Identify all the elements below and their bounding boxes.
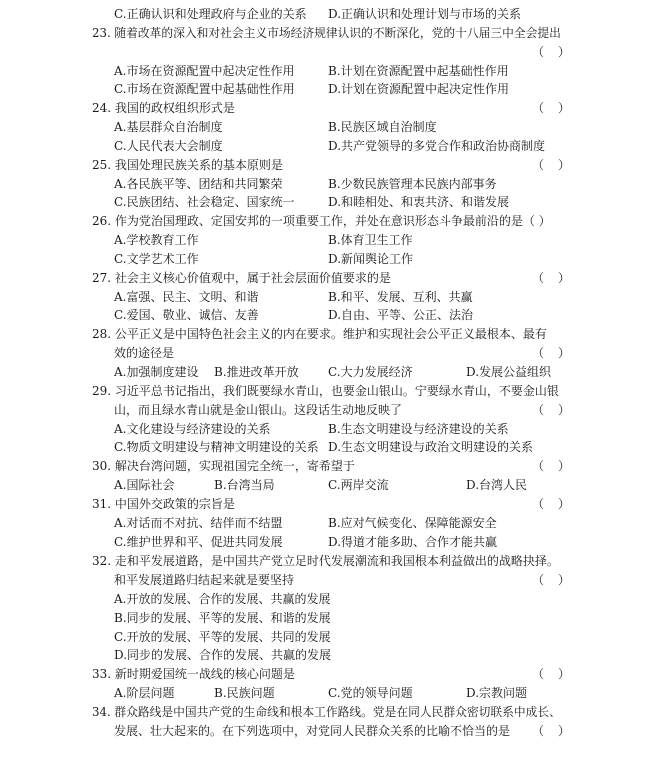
answer-paren-31 xyxy=(532,495,572,514)
question-25: 25. 我国处理民族关系的基本原则是 xyxy=(92,158,283,172)
q33-option-b: B.民族问题 xyxy=(214,686,275,700)
question-33: 33. 新时期爱国统一战线的核心问题是 xyxy=(92,667,295,681)
q27-option-d: D.自由、平等、公正、法治 xyxy=(328,308,474,322)
question-27: 27. 社会主义核心价值观中，属于社会层面价值要求的是 xyxy=(92,271,391,285)
q28-option-b: B.推进改革开放 xyxy=(214,365,299,379)
paren-close: ） xyxy=(558,346,571,360)
q32-option-d: D.同步的发展、合作的发展、共赢的发展 xyxy=(114,648,332,662)
paren-close: ） xyxy=(558,403,571,417)
question-32-continued: 和平发展道路归结起来就是要坚持 xyxy=(114,573,295,587)
paren-open: （ xyxy=(532,45,545,59)
question-30: 30. 解决台湾问题，实现祖国完全统一，寄希望于 xyxy=(92,459,355,473)
q30-option-a: A.国际社会 xyxy=(114,478,175,492)
question-24: 24. 我国的政权组织形式是 xyxy=(92,101,235,115)
paren-open: （ xyxy=(532,158,545,172)
question-34: 34. 群众路线是中国共产党的生命线和根本工作路线。党是在同人民群众密切联系中成长、 xyxy=(92,705,561,719)
question-29-continued: 山，而且绿水青山就是金山银山。这段话生动地反映了 xyxy=(114,403,403,417)
q29-option-d: D.生态文明建设与政治文明建设的关系 xyxy=(328,440,534,454)
q29-option-b: B.生态文明建设与经济建设的关系 xyxy=(328,422,509,436)
paren-close: ） xyxy=(558,101,571,115)
answer-paren-23 xyxy=(532,43,572,62)
q30-option-d: D.台湾人民 xyxy=(466,478,528,492)
paren-open: （ xyxy=(532,459,545,473)
question-28-continued: 效的途径是 xyxy=(114,346,175,360)
paren-open: （ xyxy=(532,573,545,587)
q26-option-b: B.体育卫生工作 xyxy=(328,233,413,247)
q29-option-c: C.物质文明建设与精神文明建设的关系 xyxy=(114,440,319,454)
q28-option-a: A.加强制度建设 xyxy=(114,365,199,379)
q33-option-d: D.宗教问题 xyxy=(466,686,528,700)
paren-close: ） xyxy=(558,573,571,587)
question-34-continued: 发展、壮大起来的。在下列选项中，对党同人民群众关系的比喻不恰当的是 xyxy=(114,724,511,738)
answer-paren-32 xyxy=(532,571,572,590)
q31-option-a: A.对话而不对抗、结伴而不结盟 xyxy=(114,516,283,530)
answer-paren-27 xyxy=(532,269,572,288)
q27-option-a: A.富强、民主、文明、和谐 xyxy=(114,290,259,304)
q29-option-a: A.文化建设与经济建设的关系 xyxy=(114,422,271,436)
paren-close: ） xyxy=(558,724,571,738)
paren-open: （ xyxy=(532,101,545,115)
q22-option-c: C.正确认识和处理政府与企业的关系 xyxy=(114,7,307,21)
answer-paren-34 xyxy=(532,722,572,741)
q23-option-b: B.计划在资源配置中起基础性作用 xyxy=(328,64,509,78)
answer-paren-30 xyxy=(532,457,572,476)
q25-option-a: A.各民族平等、团结和共同繁荣 xyxy=(114,177,283,191)
answer-paren-33 xyxy=(532,665,572,684)
q23-option-d: D.计划在资源配置中起决定性作用 xyxy=(328,82,510,96)
paren-open: （ xyxy=(532,724,545,738)
q24-option-b: B.民族区域自治制度 xyxy=(328,120,437,134)
paren-open: （ xyxy=(532,403,545,417)
paren-close: ） xyxy=(558,497,571,511)
answer-paren-29 xyxy=(532,401,572,420)
q24-option-d: D.共产党领导的多党合作和政治协商制度 xyxy=(328,139,546,153)
q28-option-c: C.大力发展经济 xyxy=(328,365,413,379)
q30-option-b: B.台湾当局 xyxy=(214,478,275,492)
paren-open: （ xyxy=(532,346,545,360)
q24-option-c: C.人民代表大会制度 xyxy=(114,139,223,153)
question-32: 32. 走和平发展道路，是中国共产党立足时代发展潮流和我国根本利益做出的战略抉择。 xyxy=(92,554,559,568)
q32-option-a: A.开放的发展、合作的发展、共赢的发展 xyxy=(114,592,331,606)
q22-option-d: D.正确认识和处理计划与市场的关系 xyxy=(328,7,522,21)
q31-option-d: D.得道才能多助、合作才能共赢 xyxy=(328,535,498,549)
q27-option-b: B.和平、发展、互利、共赢 xyxy=(328,290,473,304)
q26-option-d: D.新闻舆论工作 xyxy=(328,252,414,266)
q32-option-c: C.开放的发展、平等的发展、共同的发展 xyxy=(114,630,331,644)
paren-close: ） xyxy=(558,667,571,681)
answer-paren-24 xyxy=(532,99,572,118)
paren-close: ） xyxy=(558,271,571,285)
paren-open: （ xyxy=(532,497,545,511)
answer-paren-28 xyxy=(532,344,572,363)
q28-option-d: D.发展公益组织 xyxy=(466,365,552,379)
q33-option-c: C.党的领导问题 xyxy=(328,686,413,700)
question-31: 31. 中国外交政策的宗旨是 xyxy=(92,497,235,511)
q24-option-a: A.基层群众自治制度 xyxy=(114,120,223,134)
q27-option-c: C.爱国、敬业、诚信、友善 xyxy=(114,308,259,322)
question-29: 29. 习近平总书记指出，我们既要绿水青山，也要金山银山。宁要绿水青山，不要金山银 xyxy=(92,384,559,398)
q25-option-b: B.少数民族管理本民族内部事务 xyxy=(328,177,497,191)
question-28: 28. 公平正义是中国特色社会主义的内在要求。维护和实现社会公平正义最根本、最有 xyxy=(92,327,547,341)
paren-open: （ xyxy=(532,271,545,285)
question-23: 23. 随着改革的深入和对社会主义市场经济规律认识的不断深化，党的十八届三中全会提出 xyxy=(92,26,561,40)
q26-option-c: C.文学艺术工作 xyxy=(114,252,199,266)
q32-option-b: B.同步的发展、平等的发展、和谐的发展 xyxy=(114,611,331,625)
q31-option-c: C.维护世界和平、促进共同发展 xyxy=(114,535,283,549)
q23-option-a: A.市场在资源配置中起决定性作用 xyxy=(114,64,295,78)
q31-option-b: B.应对气候变化、保障能源安全 xyxy=(328,516,497,530)
question-26: 26. 作为党治国理政、定国安邦的一项重要工作，并处在意识形态斗争最前沿的是（ ） xyxy=(92,214,551,228)
paren-close: ） xyxy=(558,459,571,473)
q25-option-c: C.民族团结、社会稳定、国家统一 xyxy=(114,195,295,209)
paren-open: （ xyxy=(532,667,545,681)
paren-close: ） xyxy=(558,158,571,172)
q30-option-c: C.两岸交流 xyxy=(328,478,389,492)
q25-option-d: D.和睦相处、和衷共济、和谐发展 xyxy=(328,195,510,209)
paren-close: ） xyxy=(558,45,571,59)
q33-option-a: A.阶层问题 xyxy=(114,686,175,700)
answer-paren-25 xyxy=(532,156,572,175)
q23-option-c: C.市场在资源配置中起基础性作用 xyxy=(114,82,295,96)
q26-option-a: A.学校教育工作 xyxy=(114,233,199,247)
